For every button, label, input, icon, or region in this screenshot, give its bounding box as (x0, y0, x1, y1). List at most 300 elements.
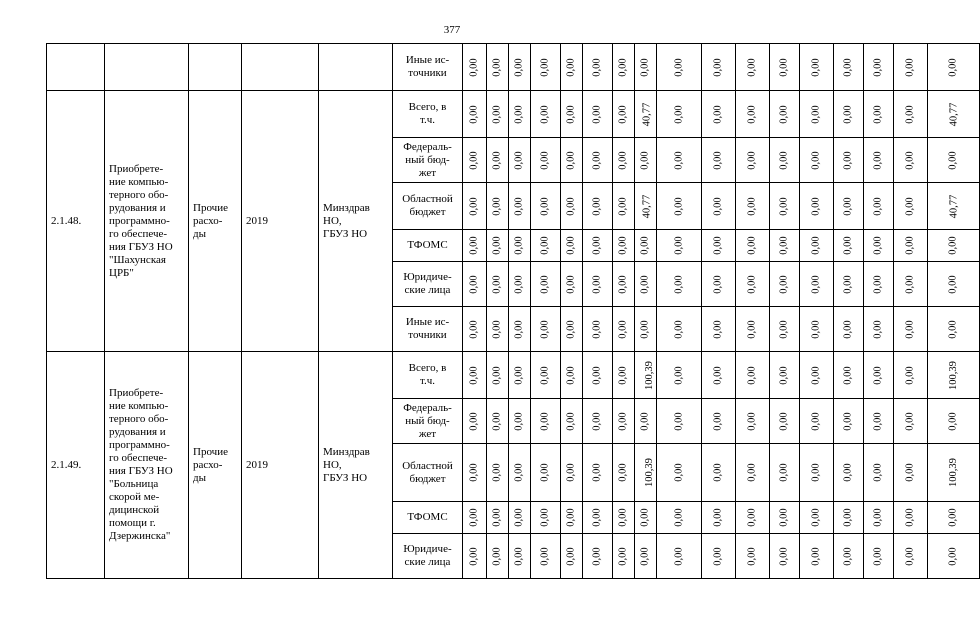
value-text: 0,00 (713, 104, 724, 124)
value-text: 0,00 (673, 236, 685, 255)
value-text: 0,00 (618, 236, 629, 255)
value-cell (800, 352, 834, 399)
value-cell (613, 444, 635, 502)
value-cell (800, 399, 834, 444)
value-cell (702, 138, 736, 183)
value-cell (635, 399, 657, 444)
value-text: 0,00 (592, 236, 603, 255)
value-text: 0,00 (469, 196, 480, 216)
value-text: 0,00 (592, 104, 603, 124)
value-cell (531, 44, 561, 91)
value-cell (531, 230, 561, 262)
value-cell (800, 91, 834, 138)
value-text: 0,00 (566, 236, 577, 255)
value-cell (864, 91, 894, 138)
value-cell (509, 44, 531, 91)
value-cell (770, 262, 800, 307)
value-cell (635, 307, 657, 352)
value-cell (509, 502, 531, 534)
value-text: 0,00 (747, 319, 758, 339)
value-cell (657, 502, 702, 534)
value-cell (463, 502, 487, 534)
value-cell (800, 502, 834, 534)
value-text: 0,00 (469, 463, 480, 482)
value-text: 0,00 (540, 508, 551, 527)
value-text: 0,00 (492, 365, 503, 385)
value-text: 0,00 (713, 150, 724, 170)
value-text: 0,00 (514, 508, 525, 527)
value-text: 0,00 (673, 463, 685, 482)
value-cell (736, 534, 770, 579)
value-text: 0,00 (618, 196, 629, 216)
value-cell (583, 444, 613, 502)
value-text: 0,00 (873, 196, 884, 216)
value-cell (635, 183, 657, 230)
number-cell (47, 44, 105, 91)
value-cell (561, 44, 583, 91)
value-cell (800, 262, 834, 307)
value-text: 0,00 (948, 57, 959, 77)
source-cell: Иные ис- точники (393, 44, 463, 91)
value-cell (509, 307, 531, 352)
item-executor-text: Минздрав НО, ГБУЗ НО (323, 201, 370, 240)
value-cell (657, 44, 702, 91)
value-cell (657, 183, 702, 230)
value-cell (770, 44, 800, 91)
value-cell (736, 307, 770, 352)
item-year (242, 352, 319, 579)
item-name (105, 91, 189, 352)
value-text: 0,00 (747, 274, 758, 294)
value-text: 0,00 (469, 150, 480, 170)
value-cell (864, 44, 894, 91)
value-text: 0,00 (779, 546, 790, 566)
value-text: 0,00 (640, 236, 651, 255)
value-text: 0,00 (673, 57, 685, 77)
value-cell (770, 352, 800, 399)
expense-type (189, 352, 242, 579)
value-text: 0,00 (905, 508, 916, 527)
value-text: 0,00 (566, 150, 577, 170)
value-cell (894, 230, 928, 262)
item-number (47, 352, 105, 579)
value-cell (834, 399, 864, 444)
value-cell (487, 44, 509, 91)
value-text: 0,00 (514, 150, 525, 170)
value-cell (531, 183, 561, 230)
table-row (47, 91, 980, 138)
value-text: 0,00 (747, 236, 758, 255)
value-cell (928, 44, 980, 91)
value-text: 0,00 (673, 319, 685, 339)
value-text: 0,00 (779, 365, 790, 385)
value-cell (736, 262, 770, 307)
value-text: 0,00 (747, 196, 758, 216)
value-cell (561, 534, 583, 579)
value-cell (928, 352, 980, 399)
source-cell: ТФОМС (393, 502, 463, 534)
value-text: 0,00 (618, 365, 629, 385)
table-row (47, 352, 980, 399)
value-cell (928, 399, 980, 444)
value-text: 0,00 (540, 463, 551, 482)
value-cell (834, 534, 864, 579)
value-text: 0,00 (843, 196, 854, 216)
value-text: 0,00 (747, 57, 758, 77)
value-cell (531, 534, 561, 579)
value-cell (800, 230, 834, 262)
value-cell (487, 307, 509, 352)
item-number-text: 2.1.49. (51, 458, 82, 471)
value-text: 0,00 (566, 57, 577, 77)
source-cell: Областной бюджет (393, 444, 463, 502)
value-cell (702, 307, 736, 352)
value-text: 0,00 (779, 150, 790, 170)
value-cell (864, 307, 894, 352)
value-text: 0,00 (566, 546, 577, 566)
source-cell: Юридиче- ские лица (393, 262, 463, 307)
value-cell (834, 91, 864, 138)
value-text: 40,77 (641, 102, 653, 126)
value-cell (583, 352, 613, 399)
value-text: 0,00 (514, 319, 525, 339)
value-text: 0,00 (469, 319, 480, 339)
value-cell (487, 138, 509, 183)
value-text: 0,00 (592, 319, 603, 339)
expense-type (189, 91, 242, 352)
value-text: 0,00 (873, 150, 884, 170)
value-text: 0,00 (592, 365, 603, 385)
value-cell (657, 534, 702, 579)
value-cell (894, 307, 928, 352)
value-text: 0,00 (905, 365, 916, 385)
value-cell (531, 307, 561, 352)
value-text: 100,39 (643, 360, 655, 390)
value-cell (770, 399, 800, 444)
value-text: 0,00 (592, 150, 603, 170)
value-text: 0,00 (469, 508, 480, 527)
value-cell (928, 262, 980, 307)
value-cell (770, 502, 800, 534)
value-text: 0,00 (469, 365, 480, 385)
value-cell (770, 91, 800, 138)
value-cell (583, 44, 613, 91)
value-cell (657, 138, 702, 183)
value-cell (702, 183, 736, 230)
value-text: 0,00 (779, 57, 790, 77)
value-text: 0,00 (592, 274, 603, 294)
item-executor (319, 352, 393, 579)
value-text: 0,00 (673, 104, 685, 124)
value-text: 0,00 (640, 274, 651, 294)
value-text: 0,00 (811, 57, 822, 77)
value-text: 0,00 (905, 57, 916, 77)
value-text: 100,39 (948, 458, 959, 487)
value-cell (894, 502, 928, 534)
value-text: 0,00 (514, 196, 525, 216)
value-text: 0,00 (592, 196, 603, 216)
value-text: 0,00 (514, 104, 525, 124)
value-cell (463, 444, 487, 502)
value-cell (487, 502, 509, 534)
value-text: 0,00 (811, 508, 822, 527)
value-cell (864, 262, 894, 307)
value-text: 0,00 (514, 546, 525, 566)
value-cell (702, 352, 736, 399)
value-cell (509, 230, 531, 262)
value-text: 0,00 (492, 546, 503, 566)
value-cell (736, 352, 770, 399)
value-cell (928, 307, 980, 352)
value-text: 0,00 (592, 546, 603, 566)
value-text: 0,00 (747, 104, 758, 124)
value-text: 0,00 (873, 319, 884, 339)
value-text: 0,00 (640, 150, 651, 170)
value-cell (487, 399, 509, 444)
value-cell (635, 230, 657, 262)
value-cell (894, 138, 928, 183)
value-text: 0,00 (514, 57, 525, 77)
value-cell (834, 44, 864, 91)
value-cell (894, 183, 928, 230)
value-text: 0,00 (779, 411, 790, 431)
value-cell (613, 307, 635, 352)
value-cell (613, 399, 635, 444)
value-text: 0,00 (640, 411, 651, 431)
value-cell (928, 183, 980, 230)
value-text: 0,00 (618, 150, 629, 170)
value-cell (864, 230, 894, 262)
value-text: 0,00 (618, 274, 629, 294)
item-name (105, 352, 189, 579)
value-text: 0,00 (640, 546, 651, 566)
value-text: 0,00 (905, 546, 916, 566)
value-cell (635, 91, 657, 138)
value-cell (834, 183, 864, 230)
value-text: 0,00 (469, 411, 480, 431)
value-text: 0,00 (514, 365, 525, 385)
value-text: 0,00 (948, 546, 959, 566)
value-text: 0,00 (469, 57, 480, 77)
value-cell (531, 138, 561, 183)
value-text: 0,00 (873, 236, 884, 255)
value-cell (463, 399, 487, 444)
value-cell (509, 444, 531, 502)
value-cell (487, 352, 509, 399)
expense-type-text: Прочие расхо- ды (193, 201, 228, 240)
value-text: 0,00 (592, 463, 603, 482)
value-cell (864, 502, 894, 534)
value-cell (583, 138, 613, 183)
value-text: 0,00 (566, 274, 577, 294)
source-cell: Федераль- ный бюд- жет (393, 399, 463, 444)
value-cell (834, 352, 864, 399)
value-cell (702, 262, 736, 307)
value-text: 0,00 (618, 319, 629, 339)
item-number-text: 2.1.48. (51, 214, 82, 227)
value-text: 0,00 (843, 104, 854, 124)
value-cell (702, 91, 736, 138)
value-cell (894, 399, 928, 444)
value-text: 0,00 (566, 104, 577, 124)
expense-type-text: Прочие расхо- ды (193, 445, 228, 484)
value-cell (736, 230, 770, 262)
value-cell (800, 138, 834, 183)
value-cell (702, 502, 736, 534)
value-cell (561, 399, 583, 444)
value-text: 0,00 (747, 508, 758, 527)
value-cell (583, 230, 613, 262)
item-name-text: Приобрете- ние компью- терного обо- рудования и программно- го обеспече- ния ГБУЗ НО "Шахунская ЦРБ" (109, 162, 173, 279)
value-cell (894, 352, 928, 399)
value-cell (561, 444, 583, 502)
value-cell (894, 534, 928, 579)
value-cell (928, 138, 980, 183)
value-cell (613, 262, 635, 307)
value-text: 0,00 (905, 463, 916, 482)
value-cell (770, 307, 800, 352)
value-cell (613, 534, 635, 579)
value-text: 0,00 (843, 319, 854, 339)
value-text: 0,00 (811, 274, 822, 294)
value-text: 0,00 (673, 196, 685, 216)
value-cell (894, 262, 928, 307)
value-text: 0,00 (843, 546, 854, 566)
value-text: 0,00 (747, 150, 758, 170)
value-text: 0,00 (811, 236, 822, 255)
value-cell (561, 91, 583, 138)
value-text: 0,00 (843, 57, 854, 77)
value-cell (894, 44, 928, 91)
value-cell (736, 138, 770, 183)
value-text: 0,00 (566, 411, 577, 431)
value-cell (702, 44, 736, 91)
value-text: 0,00 (713, 365, 724, 385)
value-cell (770, 534, 800, 579)
value-text: 0,00 (713, 319, 724, 339)
value-text: 0,00 (469, 236, 480, 255)
value-text: 0,00 (492, 104, 503, 124)
value-text: 40,77 (948, 102, 959, 126)
value-text: 0,00 (492, 508, 503, 527)
value-text: 0,00 (492, 196, 503, 216)
value-text: 0,00 (713, 463, 724, 482)
value-text: 0,00 (905, 236, 916, 255)
value-cell (613, 502, 635, 534)
value-text: 0,00 (640, 319, 651, 339)
value-text: 0,00 (592, 411, 603, 431)
value-text: 0,00 (811, 319, 822, 339)
value-text: 40,77 (641, 194, 653, 218)
value-cell (657, 444, 702, 502)
value-cell (736, 91, 770, 138)
value-cell (800, 183, 834, 230)
value-cell (834, 262, 864, 307)
type-cell (189, 44, 242, 91)
source-cell: Иные ис- точники (393, 307, 463, 352)
value-text: 0,00 (873, 104, 884, 124)
value-cell (635, 44, 657, 91)
value-cell (736, 444, 770, 502)
page-number: 377 (443, 24, 461, 36)
value-cell (509, 262, 531, 307)
value-text: 0,00 (811, 150, 822, 170)
value-text: 0,00 (566, 319, 577, 339)
value-cell (657, 91, 702, 138)
value-cell (531, 444, 561, 502)
value-cell (561, 307, 583, 352)
value-text: 0,00 (905, 274, 916, 294)
value-cell (561, 262, 583, 307)
value-text: 0,00 (514, 274, 525, 294)
value-text: 0,00 (905, 150, 916, 170)
value-cell (509, 399, 531, 444)
value-cell (613, 138, 635, 183)
value-text: 0,00 (469, 546, 480, 566)
value-text: 0,00 (843, 236, 854, 255)
value-text: 0,00 (492, 150, 503, 170)
value-text: 0,00 (592, 508, 603, 527)
value-text: 0,00 (469, 274, 480, 294)
value-cell (583, 262, 613, 307)
value-cell (509, 352, 531, 399)
value-cell (487, 183, 509, 230)
value-cell (561, 230, 583, 262)
value-cell (561, 183, 583, 230)
value-cell (487, 534, 509, 579)
value-cell (770, 444, 800, 502)
value-cell (463, 44, 487, 91)
value-text: 0,00 (492, 463, 503, 482)
value-text: 0,00 (540, 365, 551, 385)
value-cell (583, 307, 613, 352)
value-text: 0,00 (843, 274, 854, 294)
value-cell (657, 262, 702, 307)
value-text: 0,00 (948, 236, 959, 255)
value-text: 0,00 (673, 411, 685, 431)
value-text: 0,00 (514, 236, 525, 255)
value-cell (463, 262, 487, 307)
value-cell (561, 502, 583, 534)
value-cell (531, 502, 561, 534)
value-cell (635, 502, 657, 534)
value-text: 0,00 (540, 274, 551, 294)
value-text: 100,39 (643, 458, 655, 487)
value-text: 0,00 (747, 546, 758, 566)
source-cell: Всего, в т.ч. (393, 352, 463, 399)
value-text: 0,00 (873, 463, 884, 482)
value-text: 0,00 (747, 365, 758, 385)
value-cell (834, 307, 864, 352)
value-cell (864, 352, 894, 399)
value-cell (834, 444, 864, 502)
value-cell (702, 444, 736, 502)
value-cell (770, 138, 800, 183)
value-text: 0,00 (843, 150, 854, 170)
value-cell (800, 307, 834, 352)
value-cell (487, 262, 509, 307)
value-cell (736, 44, 770, 91)
value-cell (657, 352, 702, 399)
value-text: 0,00 (779, 196, 790, 216)
value-text: 0,00 (779, 104, 790, 124)
value-cell (894, 444, 928, 502)
item-year (242, 91, 319, 352)
value-cell (583, 183, 613, 230)
value-cell (928, 230, 980, 262)
value-cell (463, 91, 487, 138)
value-text: 0,00 (905, 104, 916, 124)
